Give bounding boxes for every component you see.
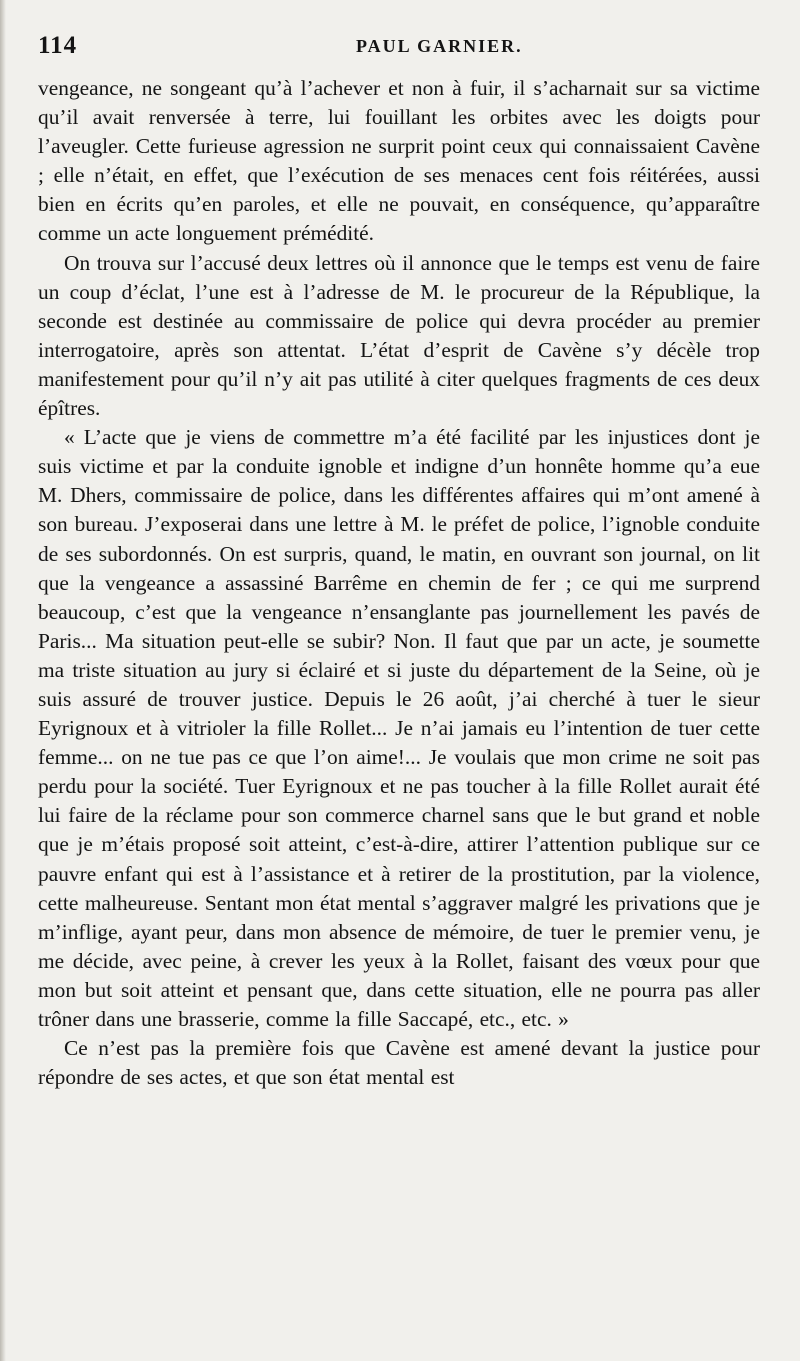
running-head: PAUL GARNIER. [356,36,523,56]
page-spine-shadow [0,0,6,1361]
page-header [38,32,760,60]
body-text [38,74,760,1092]
paragraph-4: Ce n’est pas la première fois que Cavène est amené devant la justice pour répondre de ses actes, et que son état mental est [38,1036,760,1090]
paragraph-3-quoted-letter: « L’acte que je viens de commettre m’a été facilité par les injustices dont je suis victime et par la conduite ignoble et indigne d’un honnête homme qu’a eue M. Dhers, commissaire de police, dans les différentes affaires qui m’ont amené à son bureau. J’exposerai dans une lettre à M. le préfet de police, l’ignoble conduite de ses subordonnés. On est surpris, quand, le matin, en ouvrant son journal, on lit que la vengeance a assassiné Barrême en chemin de fer ; ce qui me surprend beaucoup, c’est que la vengeance n’ensanglante pas journellement les pavés de Paris... Ma situation peut-elle se subir? Non. Il faut que par un acte, je soumette ma triste situation au jury si éclairé et si juste du département de la Seine, où je suis assuré de trouver justice. Depuis le 26 août, j’ai cherché à tuer le sieur Eyrignoux et à vitrioler la fille Rollet... Je n’ai jamais eu l’intention de tuer cette femme... on ne tue pas ce que l’on aime!... Je voulais que mon crime ne soit pas perdu pour la société. Tuer Eyrignoux et ne pas toucher à la fille Rollet aurait été lui faire de la réclame pour son commerce charnel sans que le but grand et noble que je m’étais proposé soit atteint, c’est-à-dire, attirer l’attention publique sur ce pauvre enfant qui est à l’assistance et à retirer de la prostitution, par la violence, cette malheureuse. Sentant mon état mental s’aggraver malgré les privations que je m’inflige, ayant peur, dans mon absence de mémoire, de tuer le premier venu, je me décide, avec peine, à crever les yeux à la Rollet, faisant des vœux pour que mon but soit atteint et pensant que, dans cette situation, elle ne pourra pas aller trôner dans une brasserie, comme la fille Saccapé, etc., etc. » [38,425,760,1031]
page-number: 114 [38,32,78,59]
paragraph-2: On trouva sur l’accusé deux lettres où il annonce que le temps est venu de faire un coup d’éclat, l’une est à l’adresse de M. le procureur de la République, la seconde est destinée au commissaire de police qui devra procéder au premier interrogatoire, après son attentat. L’état d’esprit de Cavène s’y décèle trop manifestement pour qu’il n’y ait pas utilité à citer quelques fragments de ces deux épîtres. [38,250,760,421]
paragraph-1: vengeance, ne songeant qu’à l’achever et non à fuir, il s’acharnait sur sa victime qu’il avait renversée à terre, lui fouillant les orbites avec les doigts pour l’aveugler. Cette furieuse agression ne surprit point ceux qui connaissaient Cavène ; elle n’était, en effet, que l’exécution de ses menaces cent fois réitérées, aussi bien en écrits qu’en paroles, et elle ne pouvait, en conséquence, qu’apparaître comme un acte longuement prémédité. [38,76,760,246]
